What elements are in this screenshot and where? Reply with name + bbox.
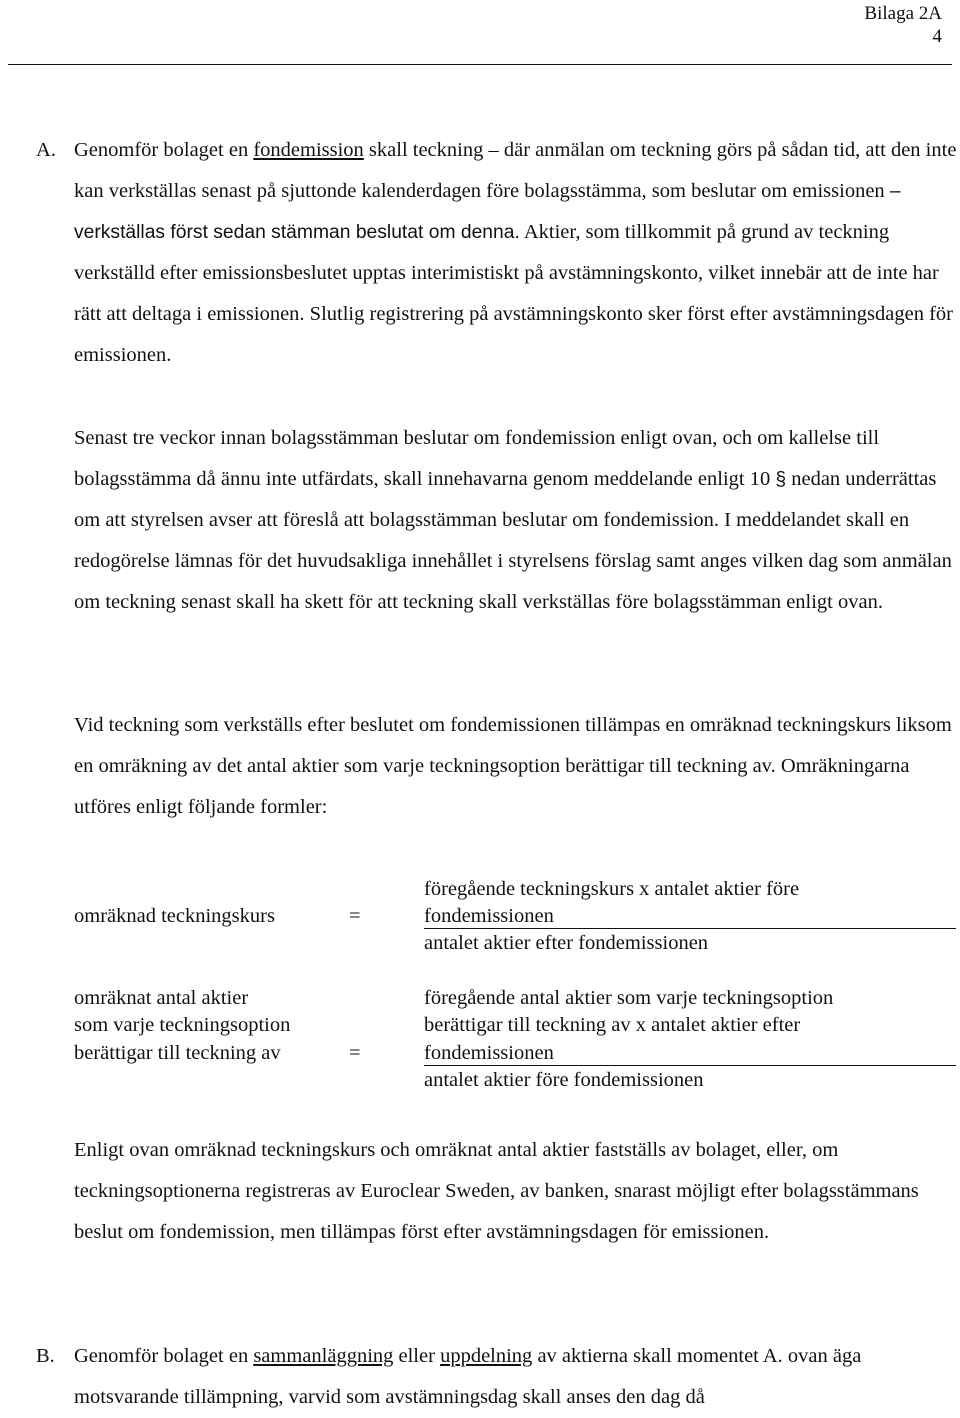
page-number: 4 (932, 26, 942, 47)
section-a-paragraph-2: Senast tre veckor innan bolagsstämman beslutar om fondemission enligt ovan, och om kallelse till bolagsstämma då ännu inte utfärdats, skall innehavarna genom meddelande enligt 10 § nedan underrättas om att styrelsen avser att föreslå att bolagsstämman beslutar om fondemission. I meddelandet skall en redogörelse lämnas för det huvudsakliga innehållet i styrelsens förslag samt anges vilken dag som anmälan om teckning senast skall ha skett för att teckning skall verkställas före bolagsstämman enligt ovan. (74, 427, 952, 613)
fondemission-term: fondemission (253, 139, 364, 161)
formula1-equals: = (349, 905, 361, 927)
formula2-equals: = (349, 1042, 361, 1064)
section-sign: § (775, 469, 787, 490)
section-b-letter: B. (36, 1345, 55, 1367)
formula2-numerator-line1: föregående antal aktier som varje teckningsoption (424, 987, 834, 1009)
appendix-label: Bilaga 2A (864, 3, 942, 24)
formula2-numerator-line2: berättigar till teckning av x antalet aktier efter (424, 1014, 801, 1036)
formula1-fraction-line (424, 928, 956, 929)
formula2-lhs-line2: som varje teckningsoption (74, 1014, 291, 1036)
formula1-numerator-line1: föregående teckningskurs x antalet aktier före (424, 878, 800, 900)
formula2-lhs-line1: omräknat antal aktier (74, 987, 249, 1009)
section-a-paragraph-3: Vid teckning som verkställs efter beslutet om fondemissionen tillämpas en omräknad teckningskurs liksom en omräkning av det antal aktier som varje teckningsoption berättigar till teckning av. Omräkningarna utföres enligt följande formler: (74, 714, 952, 818)
formula1-denominator: antalet aktier efter fondemissionen (424, 932, 709, 954)
formula2-denominator: antalet aktier före fondemissionen (424, 1069, 704, 1091)
uppdelning-term: uppdelning (440, 1345, 533, 1367)
formula2-fraction-line (424, 1065, 956, 1066)
formula1-numerator-line2: fondemissionen (424, 905, 554, 927)
section-a-paragraph-1: Genomför bolaget en fondemission skall teckning – där anmälan om teckning görs på sådan tid, att den inte kan verkställas senast på sjuttonde kalenderdagen före bolagsstämma, som beslutar om emissionen – verkställas först sedan stämman beslutat om denna. Aktier, som tillkommit på grund av teckning verkställd efter emissionsbeslutet upptas interimistiskt på avstämningskonto, vilket innebär att de inte har rätt att deltaga i emissionen. Slutlig registrering på avstämningskonto sker först efter avstämningsdagen för emissionen. (74, 139, 957, 366)
formula2-numerator-line3: fondemissionen (424, 1042, 554, 1064)
formula1-lhs: omräknad teckningskurs (74, 905, 275, 927)
section-a-paragraph-4: Enligt ovan omräknad teckningskurs och omräknat antal aktier fastställs av bolaget, eller, om teckningsoptionerna registreras av Euroclear Sweden, av banken, snarast möjligt efter bolagsstämmans beslut om fondemission, men tillämpas först efter avstämningsdagen för emissionen. (74, 1139, 919, 1243)
section-b-paragraph-1: Genomför bolaget en sammanläggning eller uppdelning av aktierna skall momentet A. ovan äga motsvarande tillämpning, varvid som avstämningsdag skall anses den dag då (74, 1345, 862, 1408)
header-rule (8, 64, 952, 65)
formula2-lhs-line3: berättigar till teckning av (74, 1042, 281, 1064)
section-a-letter: A. (36, 139, 56, 161)
page-header (864, 2, 942, 48)
sammanlaggning-term: sammanläggning (253, 1345, 394, 1367)
